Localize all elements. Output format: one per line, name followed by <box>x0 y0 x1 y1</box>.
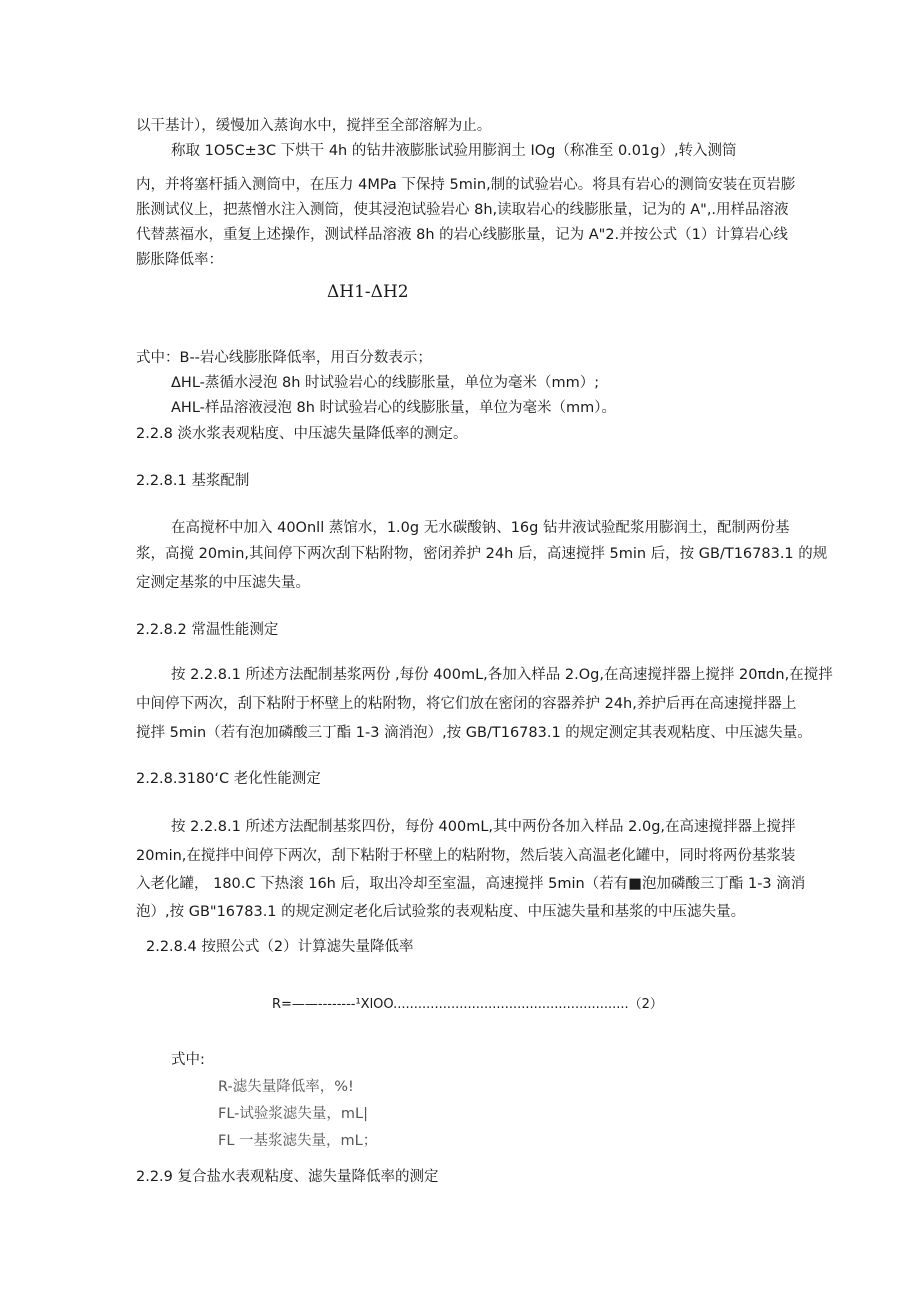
formula-1-where: 式中：B--岩心线膨胀降低率，用百分数表示； <box>136 350 432 366</box>
formula-2-equation: R=——--------¹XlOO.........................................................（2） <box>272 997 663 1012</box>
section-2-2-8-heading: 2.2.8 淡水浆表观粘度、中压滤失量降低率的测定。 <box>136 426 468 442</box>
section-2-2-8-2-line-2: 中间停下两次，刮下粘附于杯壁上的粘附物，将它们放在密闭的容器养护 24h,养护后再在高速搅拌器上 <box>136 696 797 712</box>
section-2-2-8-1-line-3: 定测定基浆的中压滤失量。 <box>136 575 310 591</box>
section-2-2-8-3-line-3: 入老化罐， 180.C 下热滚 16h 后，取出冷却至室温，高速搅拌 5min（若有■泡加磷酸三丁酯 1-3 滴消 <box>136 876 806 892</box>
intro-line-6: 膨胀降低率： <box>136 252 223 268</box>
section-2-2-8-3-line-2: 20min,在搅拌中间停下两次，刮下粘附于杯壁上的粘附物，然后装入高温老化罐中，同时将两份基浆装 <box>136 848 796 864</box>
intro-line-5: 代替蒸福水，重复上述操作，测试样品溶液 8h 的岩心线膨胀量，记为 A"2.并按公式（1）计算岩心线 <box>136 227 788 243</box>
formula-2-where: 式中: <box>171 1052 205 1068</box>
section-2-2-8-1-line-2: 浆，高搅 20min,其间停下两次刮下粘附物，密闭养护 24h 后，高速搅拌 5min 后，按 GB/T16783.1 的规 <box>136 546 828 562</box>
section-2-2-9-heading: 2.2.9 复合盐水表观粘度、滤失量降低率的测定 <box>136 1169 439 1185</box>
formula-1-def-dh1: ΔHL-蒸循水浸泡 8h 时试验岩心的线膨胀量，单位为毫米（mm）; <box>171 375 600 391</box>
section-2-2-8-1-line-1: 在高搅杯中加入 40Onll 蒸馆水，1.0g 无水碳酸钠、16g 钻井液试验配浆用膨润土，配制两份基 <box>171 520 790 536</box>
formula-2-def-r: R-滤失量降低率，%! <box>218 1079 354 1095</box>
formula-2-def-fl1: FL-试验浆滤失量，mL| <box>218 1106 368 1122</box>
section-2-2-8-2-line-1: 按 2.2.8.1 所述方法配制基浆两份 ,每份 400mL,各加入样品 2.Og,在高速搅拌器上搅拌 20πdn,在搅拌 <box>171 667 833 683</box>
intro-line-2: 称取 1O5C±3C 下烘干 4h 的钻井液膨胀试验用膨润土 IOg（称准至 0.01g）,转入测筒 <box>171 143 737 159</box>
intro-line-1: 以干基计），缓慢加入蒸询水中，搅拌至全部溶解为止。 <box>136 118 492 134</box>
formula-1-def-dh2: AHL-样品溶液浸泡 8h 时试验岩心的线膨胀量，单位为毫米（mm）。 <box>171 400 617 416</box>
section-2-2-8-4-heading: 2.2.8.4 按照公式（2）计算滤失量降低率 <box>146 939 414 955</box>
formula-1-numerator: ΔH1-ΔH2 <box>327 282 409 302</box>
section-2-2-8-2-heading: 2.2.8.2 常温性能测定 <box>136 622 279 638</box>
intro-line-3: 内，并将塞杆插入测筒中，在压力 4MPa 下保持 5min,制的试验岩心。将具有岩心的测筒安装在页岩膨 <box>136 177 796 193</box>
formula-2-def-fl2: FL 一基浆滤失量，mL； <box>218 1133 378 1149</box>
intro-line-4: 胀测试仪上，把蒸憎水注入测筒，使其浸泡试验岩心 8h,读取岩心的线膨胀量，记为的 A",.用样品溶液 <box>136 202 789 218</box>
section-2-2-8-3-heading: 2.2.8.3180‘C 老化性能测定 <box>136 771 321 787</box>
section-2-2-8-1-heading: 2.2.8.1 基浆配制 <box>136 473 250 489</box>
section-2-2-8-3-line-4: 泡）,按 GB"16783.1 的规定测定老化后试验浆的表观粘度、中压滤失量和基浆的中压滤失量。 <box>136 904 746 920</box>
section-2-2-8-2-line-3: 搅拌 5min（若有泡加磷酸三丁酯 1-3 滴消泡）,按 GB/T16783.1 的规定测定其表观粘度、中压滤失量。 <box>136 725 812 741</box>
section-2-2-8-3-line-1: 按 2.2.8.1 所述方法配制基浆四份，每份 400mL,其中两份各加入样品 2.0g,在高速搅拌器上搅拌 <box>171 819 796 835</box>
